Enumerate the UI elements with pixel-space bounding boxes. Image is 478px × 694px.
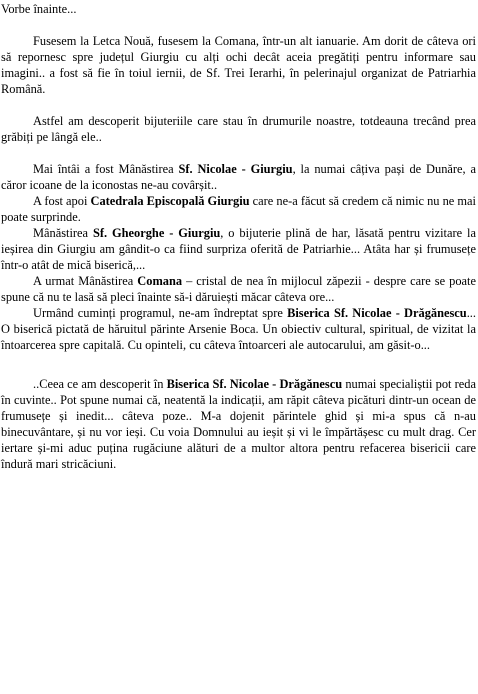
place-name: Sf. Nicolae - Giurgiu bbox=[178, 162, 293, 176]
paragraph-4: A fost apoi Catedrala Episcopală Giurgiu care ne-a făcut să credem că nimic nu ne mai poate surprinde. bbox=[1, 194, 476, 224]
document-body bbox=[1, 1, 476, 472]
place-name: Sf. Gheorghe - Giurgiu bbox=[92, 226, 221, 240]
paragraph-3: Mai întâi a fost Mânăstirea Sf. Nicolae - Giurgiu, la numai câțiva pași de Dunăre, a căror icoane de la iconostas ne-au covârșit.. bbox=[1, 162, 476, 192]
opening-line: Vorbe înainte... bbox=[1, 2, 77, 16]
paragraph-1: Fusesem la Letca Nouă, fusesem la Comana, într-un alt ianuarie. Am dorit de câteva ori să repornesc spre județul Giurgiu cu alți ochi decât aceia pregătiți pentru informare sau imagini.. a fost să fie în toiul iernii, de Sf. Trei Ierarhi, în pelerinajul organizat de Patriarhia Română. bbox=[1, 34, 476, 96]
paragraph-2: Astfel am descoperit bijuteriile care stau în drumurile noastre, totdeauna trecând prea grăbiți pe lângă ele.. bbox=[1, 114, 476, 144]
place-name: Biserica Sf. Nicolae - Drăgănescu bbox=[287, 306, 467, 320]
paragraph-7: Urmând cuminți programul, ne-am îndreptat spre Biserica Sf. Nicolae - Drăgănescu... O biserică pictată de hăruitul părinte Arsenie Boca. Un obiectiv cultural, spiritual, de vizitat la întoarcerea spre capitală. Cu opinteli, cu câteva întoarceri ale autocarului, am găsit-o... bbox=[1, 306, 476, 352]
paragraph-6: A urmat Mânăstirea Comana – cristal de nea în mijlocul zăpezii - despre care se poate spune că nu te lasă să pleci înainte să-i dăruiești măcar câteva ore... bbox=[1, 274, 476, 304]
paragraph-8: ..Ceea ce am descoperit în Biserica Sf. Nicolae - Drăgănescu numai specialiștii pot reda în cuvinte.. Pot spune numai că, neatentă la indicații, am răpit câteva picături dintr-un ocean de frumusețe și inedit... câteva poze.. M-a dojenit părintele ghid și mi-a spus că n-au binecuvântare, și nu vor ieși. Cu voia Domnului au ieșit și vi le împărtășesc cu mult drag. Cer iertare și-mi aduc puțina rugăciune alături de a multor altora pentru refacerea bisericii care îndură mari stricăciuni. bbox=[1, 377, 476, 471]
place-name: Biserica Sf. Nicolae - Drăgănescu bbox=[166, 377, 343, 391]
place-name: Catedrala Episcopală Giurgiu bbox=[90, 194, 250, 208]
paragraph-5: Mânăstirea Sf. Gheorghe - Giurgiu, o bijuterie plină de har, lăsată pentru vizitare la ieșirea din Giurgiu am gândit-o ca fiind surpriza oferită de Patriarhie... Atâta har și frumusețe într-o atât de mică biserică,... bbox=[1, 226, 476, 272]
place-name: Comana bbox=[137, 274, 183, 288]
